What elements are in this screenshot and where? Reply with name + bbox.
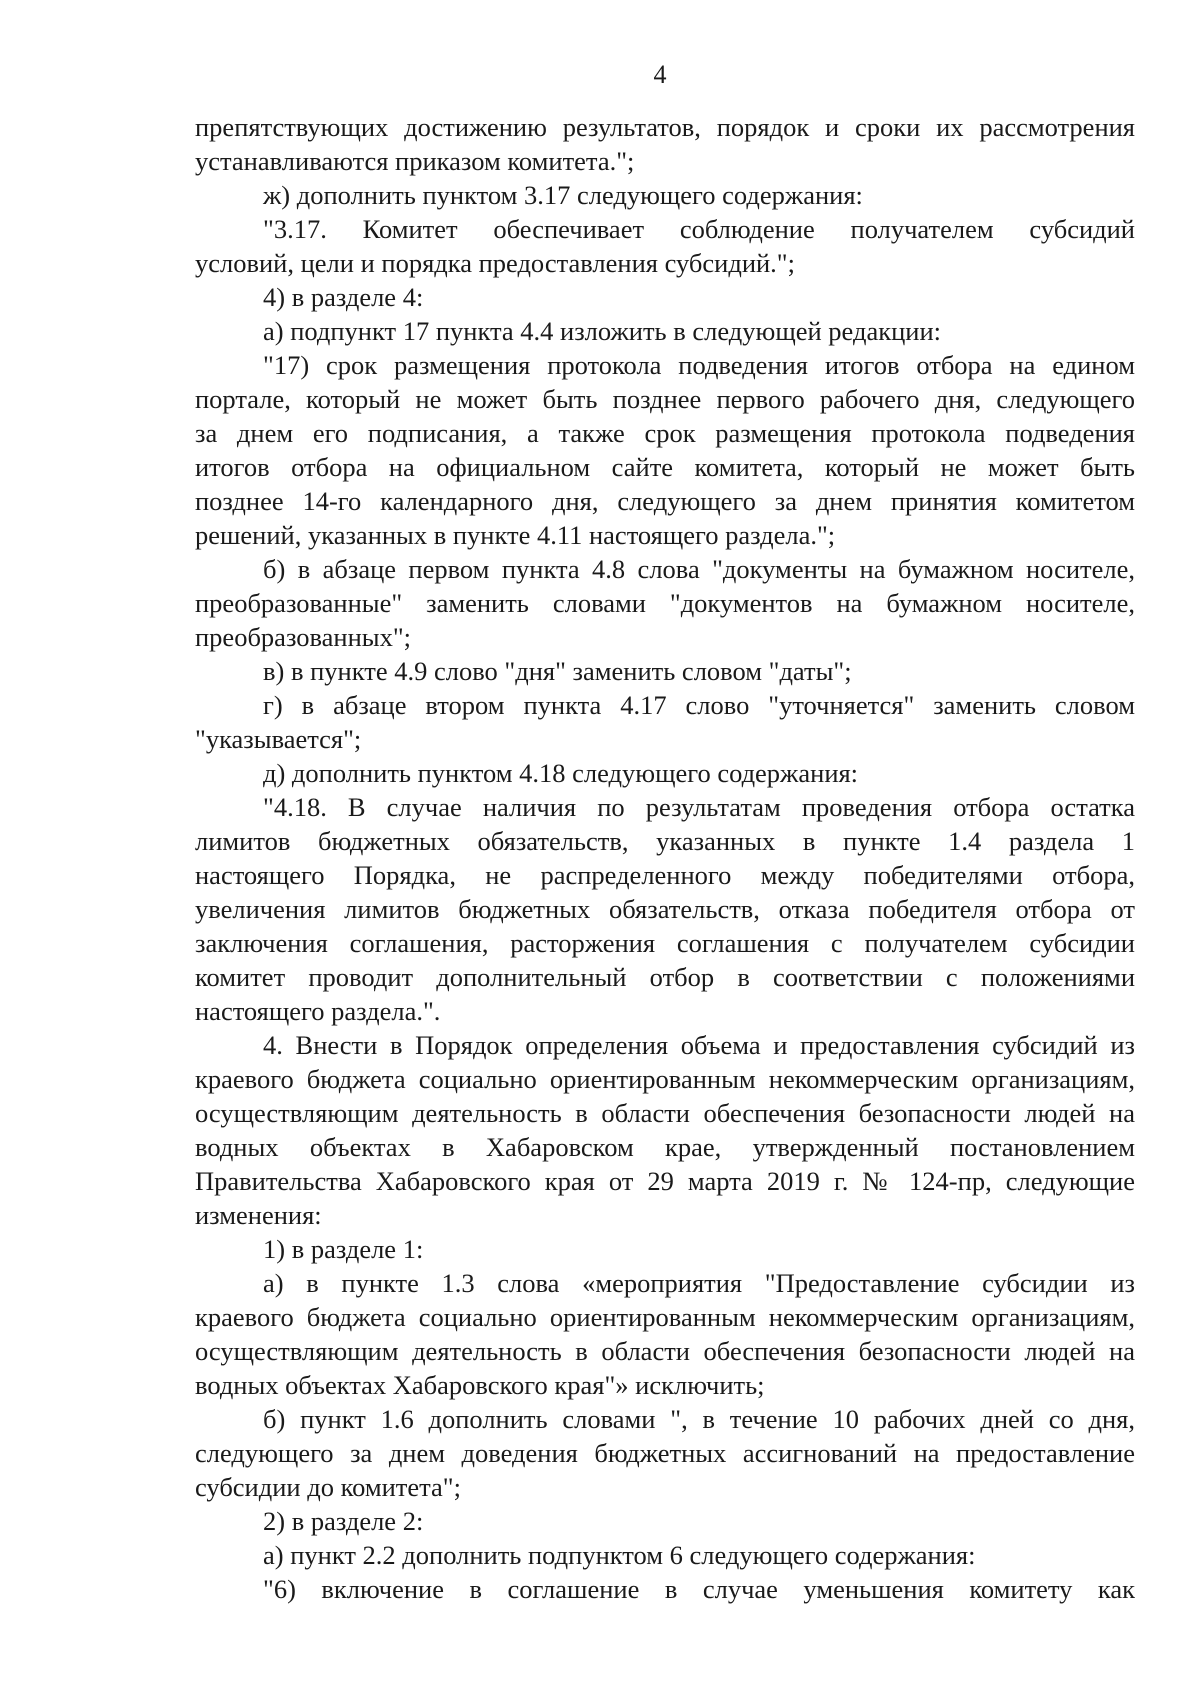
text-line: лимитов бюджетных обязательств, указанных в пункте 1.4 раздела 1: [195, 826, 1135, 856]
text-line: следующего за днем доведения бюджетных ассигнований на предоставление: [195, 1438, 1135, 1468]
text-line: портале, который не может быть позднее первого рабочего дня, следующего: [195, 384, 1135, 414]
text-line: осуществляющим деятельность в области обеспечения безопасности людей на: [195, 1098, 1135, 1128]
text-line: г) в абзаце втором пункта 4.17 слово "уточняется" заменить словом: [263, 690, 1135, 720]
text-line: "3.17. Комитет обеспечивает соблюдение получателем субсидий: [263, 214, 1135, 244]
text-line: итогов отбора на официальном сайте комитета, который не может быть: [195, 452, 1135, 482]
text-line: "17) срок размещения протокола подведения итогов отбора на едином: [263, 350, 1135, 380]
text-line: краевого бюджета социально ориентированным некоммерческим организациям,: [195, 1064, 1135, 1094]
text-line: за днем его подписания, а также срок размещения протокола подведения: [195, 418, 1135, 448]
text-line: условий, цели и порядка предоставления субсидий.";: [195, 248, 795, 278]
text-line: в) в пункте 4.9 слово "дня" заменить словом "даты";: [263, 656, 852, 686]
text-line: субсидии до комитета";: [195, 1472, 461, 1502]
text-line: настоящего раздела.".: [195, 996, 441, 1026]
text-line: настоящего Порядка, не распределенного между победителями отбора,: [195, 860, 1135, 890]
text-line: 4. Внести в Порядок определения объема и предоставления субсидий из: [263, 1030, 1135, 1060]
page-number: 4: [653, 60, 667, 89]
text-line: 2) в разделе 2:: [263, 1506, 424, 1536]
text-line: б) в абзаце первом пункта 4.8 слова "документы на бумажном носителе,: [263, 554, 1135, 584]
text-line: ж) дополнить пунктом 3.17 следующего содержания:: [263, 180, 863, 210]
text-line: 1) в разделе 1:: [263, 1234, 424, 1264]
text-line: заключения соглашения, расторжения соглашения с получателем субсидии: [195, 928, 1135, 958]
text-line: изменения:: [195, 1200, 322, 1230]
text-line: 4) в разделе 4:: [263, 282, 424, 312]
text-line: водных объектах в Хабаровском крае, утвержденный постановлением: [195, 1132, 1135, 1162]
text-line: водных объектах Хабаровского края"» исключить;: [195, 1370, 765, 1400]
text-line: решений, указанных в пункте 4.11 настоящего раздела.";: [195, 520, 836, 550]
text-line: увеличения лимитов бюджетных обязательств, отказа победителя отбора от: [195, 894, 1135, 924]
text-line: преобразованных";: [195, 622, 412, 652]
text-line: "6) включение в соглашение в случае уменьшения комитету как: [263, 1574, 1135, 1604]
text-line: а) в пункте 1.3 слова «мероприятия "Предоставление субсидии из: [263, 1268, 1135, 1298]
text-line: комитет проводит дополнительный отбор в соответствии с положениями: [195, 962, 1135, 992]
text-line: краевого бюджета социально ориентированным некоммерческим организациям,: [195, 1302, 1135, 1332]
text-line: "4.18. В случае наличия по результатам проведения отбора остатка: [263, 792, 1135, 822]
text-line: "указывается";: [195, 724, 362, 754]
text-line: б) пункт 1.6 дополнить словами ", в течение 10 рабочих дней со дня,: [263, 1404, 1135, 1434]
text-line: а) пункт 2.2 дополнить подпунктом 6 следующего содержания:: [263, 1540, 976, 1570]
text-line: препятствующих достижению результатов, порядок и сроки их рассмотрения: [195, 112, 1135, 142]
document-body: [195, 110, 1135, 1606]
text-line: преобразованные" заменить словами "документов на бумажном носителе,: [195, 588, 1135, 618]
text-line: осуществляющим деятельность в области обеспечения безопасности людей на: [195, 1336, 1135, 1366]
text-line: д) дополнить пунктом 4.18 следующего содержания:: [263, 758, 859, 788]
text-line: позднее 14-го календарного дня, следующего за днем принятия комитетом: [195, 486, 1135, 516]
text-line: а) подпункт 17 пункта 4.4 изложить в следующей редакции:: [263, 316, 941, 346]
text-line: Правительства Хабаровского края от 29 марта 2019 г. № 124-пр, следующие: [195, 1166, 1135, 1196]
text-line: устанавливаются приказом комитета.";: [195, 146, 635, 176]
